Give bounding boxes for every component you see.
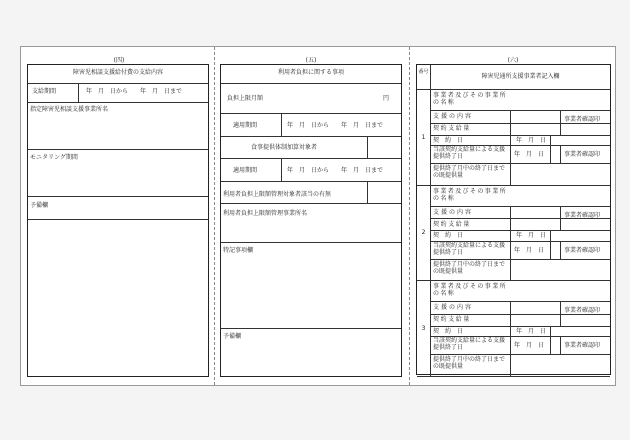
meal-label: 食事提供体制加算対象者	[251, 144, 318, 151]
special-label: 特記事項欄	[223, 247, 254, 254]
divider	[221, 83, 401, 84]
panel-four-box	[27, 64, 209, 377]
support-content-label: 支援の内容	[433, 304, 474, 311]
divider	[221, 181, 401, 182]
period-value: 年 月 日から 年 月 日まで	[287, 122, 384, 129]
panel-six-header: 障害児通所支援事業者記入欄	[481, 73, 560, 80]
provider-name-label: 事業者及びその事業所の名称	[433, 187, 508, 202]
divider	[221, 158, 401, 159]
divider	[28, 149, 208, 150]
limit-unit: 円	[383, 95, 390, 102]
contract-note-label: 当該契約支給量による支援提供終了日	[433, 146, 506, 160]
contract-note-label: 当該契約支給量による支援提供終了日	[433, 241, 506, 256]
contract-date-value: 年 月 日	[516, 136, 547, 144]
number-column-label: 番号	[418, 69, 429, 75]
divider	[560, 301, 561, 326]
divider	[510, 110, 511, 185]
divider	[367, 136, 368, 158]
divider	[550, 326, 551, 355]
period-label: 支給期間	[32, 88, 57, 95]
contract-date-label: 契約日	[433, 327, 470, 335]
contract-amount-label: 契約支給量	[433, 316, 472, 323]
divider	[430, 110, 610, 111]
divider	[221, 242, 401, 243]
fold-line	[214, 47, 215, 385]
divider	[430, 65, 431, 376]
divider	[417, 280, 610, 281]
prior-amount-label: 提供終了月中の終了日までの既提供量	[433, 165, 506, 179]
period-value: 年 月 日から 年 月 日まで	[86, 88, 183, 95]
divider	[560, 145, 561, 163]
divider	[221, 328, 401, 329]
divider	[221, 203, 401, 204]
divider	[221, 113, 401, 114]
divider	[560, 241, 561, 259]
row-number: 1	[421, 133, 426, 141]
period-label: 適用期間	[233, 122, 258, 129]
support-content-label: 支援の内容	[433, 113, 474, 120]
provider-confirm-label: 事業者確認印	[564, 151, 601, 158]
divider	[550, 230, 551, 259]
spare-label: 予備欄	[223, 333, 242, 340]
divider	[560, 110, 561, 135]
divider	[281, 158, 282, 181]
panel-five-header: 利用者負担に関する事項	[277, 69, 344, 76]
row-number: 2	[421, 229, 426, 237]
divider	[510, 206, 511, 281]
panel-six-box	[416, 64, 611, 375]
divider	[28, 83, 208, 84]
limit-label: 負担上限月額	[227, 95, 264, 102]
contract-amount-label: 契約支給量	[433, 220, 472, 228]
prior-amount-label: 提供終了月中の終了日までの既提供量	[433, 356, 506, 370]
divider	[28, 219, 208, 220]
monitoring-label: モニタリング期間	[30, 154, 78, 161]
contract-date-label: 契約日	[433, 136, 470, 144]
divider	[28, 196, 208, 197]
contract-date-value: 年 月 日	[516, 232, 547, 239]
meal-period-label: 適用期間	[233, 167, 258, 174]
divider	[430, 326, 610, 327]
divider	[430, 259, 610, 260]
divider	[430, 206, 610, 207]
end-date-value: 年 月 日	[514, 342, 545, 349]
divider	[430, 301, 610, 302]
divider	[417, 185, 610, 186]
divider	[430, 230, 610, 231]
provider-name-label: 事業者及びその事業所の名称	[433, 283, 508, 297]
contract-date-label: 契約日	[433, 232, 470, 239]
divider	[560, 206, 561, 231]
divider	[417, 376, 610, 377]
certificate-sheet	[20, 46, 616, 386]
mgmt-office-label: 利用者負担上限額管理事業所名	[223, 210, 308, 217]
divider	[367, 181, 368, 203]
divider	[78, 83, 79, 102]
spare-label: 予備欄	[30, 202, 49, 209]
divider	[281, 113, 282, 136]
contract-amount-label: 契約支給量	[433, 125, 472, 132]
divider	[28, 102, 208, 103]
provider-name-label: 事業者及びその事業所の名称	[433, 92, 508, 106]
meal-period-value: 年 月 日から 年 月 日まで	[287, 167, 384, 174]
panel-five-box	[220, 64, 402, 377]
provider-confirm-label: 事業者確認印	[564, 116, 601, 123]
provider-confirm-label: 事業者確認印	[564, 342, 601, 349]
divider	[560, 336, 561, 354]
divider	[430, 354, 610, 355]
divider	[550, 135, 551, 164]
panel-six-label: (六)	[507, 57, 519, 64]
divider	[221, 136, 401, 137]
fold-line	[409, 47, 410, 385]
divider	[510, 301, 511, 376]
provider-confirm-label: 事業者確認印	[564, 307, 601, 314]
office-label: 指定障害児相談支援事業所名	[30, 106, 109, 113]
contract-note-label: 当該契約支給量による支援提供終了日	[433, 337, 506, 351]
panel-four-header: 障害児相談支援給付費の支給内容	[72, 69, 163, 76]
panel-four-label: (四)	[113, 57, 125, 64]
divider	[430, 135, 610, 136]
contract-date-value: 年 月 日	[516, 327, 547, 335]
provider-confirm-label: 事業者確認印	[564, 211, 601, 219]
row-number: 3	[421, 324, 426, 332]
divider	[430, 163, 610, 164]
provider-confirm-label: 事業者確認印	[564, 246, 601, 254]
prior-amount-label: 提供終了月中の終了日までの既提供量	[433, 260, 506, 275]
end-date-value: 年 月 日	[514, 246, 545, 254]
divider	[417, 89, 610, 90]
panel-five-label: (五)	[305, 57, 317, 64]
mgmt-label: 利用者負担上限額管理対象者該当の有無	[223, 191, 332, 198]
support-content-label: 支援の内容	[433, 208, 474, 216]
end-date-value: 年 月 日	[514, 151, 545, 158]
